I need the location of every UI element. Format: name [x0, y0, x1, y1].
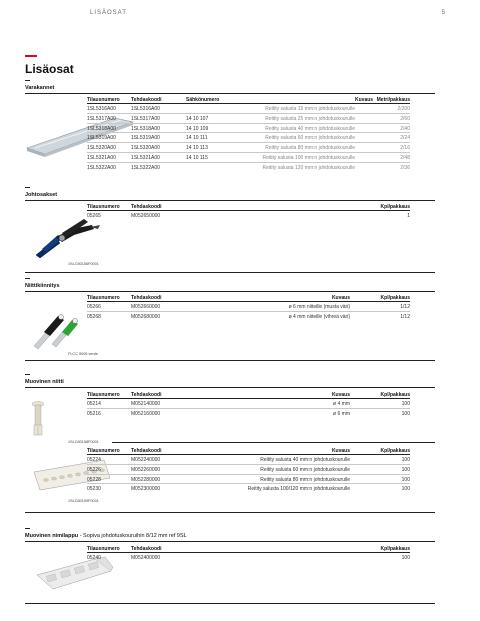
wire-cutter-image — [32, 215, 102, 260]
col-header: Metri/pakkaus — [376, 97, 410, 103]
cell-factory-code: M052280000 — [131, 476, 161, 483]
cell-factory-code: M052240000 — [131, 457, 161, 463]
cell-order-number: 05230 — [87, 486, 101, 493]
table-row — [87, 143, 410, 153]
cell-quantity: 100 — [401, 401, 410, 407]
cell-quantity: 2/16 — [400, 145, 410, 152]
section-johtosakset — [25, 187, 435, 201]
table-row — [87, 465, 410, 475]
col-header: Tilausnumero — [87, 546, 120, 552]
cell-order-number: 05214 — [87, 401, 101, 407]
cell-order-number: 05228 — [87, 476, 101, 483]
cell-quantity: 100 — [401, 457, 410, 463]
cell-electric-number: 14 10 115 — [186, 154, 208, 161]
cell-order-number: 1SL5322A00 — [87, 164, 116, 171]
cell-quantity: 100 — [401, 466, 410, 473]
section-title — [25, 533, 435, 541]
col-header: Kpl/pakkaus — [380, 448, 410, 454]
section-rule — [25, 93, 435, 94]
table-row — [87, 553, 410, 563]
section-rule — [25, 387, 435, 388]
cell-order-number: 05265 — [87, 213, 101, 219]
cell-order-number: 1SL5316A00 — [87, 106, 116, 112]
col-header: Tilausnumero — [87, 204, 120, 210]
cell-order-number: 1SL5321A00 — [87, 154, 116, 161]
section-dash — [25, 80, 30, 81]
cell-electric-number: 14 10 107 — [186, 115, 209, 122]
cell-factory-code: M052140000 — [131, 401, 161, 407]
title-accent-bar — [25, 55, 37, 57]
table-row — [87, 153, 410, 163]
cell-factory-code: 1SL5317A00 — [131, 115, 160, 122]
col-header: Tehdaskoodi — [131, 392, 162, 398]
table-row — [87, 409, 410, 419]
muovinen-niitti-table-1 — [87, 390, 410, 419]
image-caption: 1SLC80158F0001 — [68, 440, 99, 444]
section-bottom-rule — [25, 512, 435, 513]
col-header: Tilausnumero — [87, 97, 120, 103]
cell-description: Reitity salusta 60 mm:n johdotuskourulle — [265, 135, 355, 142]
cell-order-number: 1SL5319A00 — [87, 135, 116, 142]
cell-description: ø 4 mm niiteille (vihreä väri) — [288, 313, 350, 320]
cell-description: Reitity salusta 15 mm:n johdotuskourulle — [265, 106, 355, 112]
running-header-title: LISÄOSAT — [90, 10, 127, 16]
col-header: Tilausnumero — [87, 295, 120, 301]
niittikiinnitys-table — [87, 293, 410, 322]
cell-quantity: 2/24 — [400, 135, 410, 142]
table-row — [87, 475, 410, 485]
cell-quantity: 1/12 — [400, 313, 410, 320]
section-rule — [25, 541, 435, 542]
cell-factory-code: 1SL5322A00 — [131, 164, 160, 171]
cell-quantity: 100 — [401, 486, 410, 493]
cell-order-number: 05226 — [87, 466, 101, 473]
table-header — [87, 390, 410, 399]
section-dash — [25, 187, 30, 188]
section-title-text: Muovinen nimilappu — [25, 533, 79, 539]
section-title: Niittikiinnitys — [25, 283, 60, 289]
cell-electric-number: 14 10 111 — [186, 135, 208, 142]
section-muovinen-nimilappu — [25, 528, 435, 542]
cell-quantity: 2/40 — [400, 125, 410, 132]
cell-description: ø 6 mm niiteille (musta väri) — [288, 304, 350, 310]
cell-order-number: 05216 — [87, 410, 101, 417]
cell-factory-code: 1SL5321A00 — [131, 154, 160, 161]
section-title: Varakannet — [25, 85, 55, 91]
section-title: Muovinen niitti — [25, 379, 64, 385]
table-row — [87, 104, 410, 114]
cell-quantity: 1 — [407, 213, 410, 219]
section-bottom-rule — [25, 603, 435, 604]
cell-quantity: 100 — [401, 410, 410, 417]
table-row — [87, 124, 410, 134]
table-header — [87, 95, 410, 104]
cell-factory-code: M052660000 — [131, 304, 161, 310]
section-dash — [25, 528, 30, 529]
cell-order-number: 1SL5320A00 — [87, 145, 116, 152]
section-dash — [25, 374, 30, 375]
cell-factory-code: M052300000 — [131, 486, 161, 493]
col-header: Tehdaskoodi — [131, 204, 162, 210]
johtosakset-table — [87, 202, 410, 221]
cell-quantity: 2/60 — [400, 115, 410, 122]
section-rule — [25, 200, 435, 201]
page-title: Lisäosat — [25, 62, 74, 76]
table-row — [87, 163, 410, 173]
section-varakannet — [25, 80, 435, 94]
page-header — [0, 10, 480, 22]
col-header: Kuvaus — [331, 448, 350, 454]
section-title: Johtosakset — [25, 192, 58, 198]
cell-description: Reitity salusta 25 mm:n johdotuskourulle — [265, 115, 355, 122]
cell-description: ø 4 mm — [333, 401, 350, 407]
col-header: Tehdaskoodi — [131, 546, 162, 552]
cell-factory-code: 1SL5316A00 — [131, 106, 160, 112]
table-header — [87, 544, 410, 553]
col-header: Sähkönumero — [186, 97, 220, 103]
cell-description: Reitity salusta 40 mm:n johdotuskourulle — [260, 457, 350, 463]
col-header: Kuvaus — [355, 97, 374, 103]
table-row — [87, 211, 410, 221]
plastic-rivet-image — [30, 400, 46, 438]
cell-order-number: 1SL5318A00 — [87, 125, 116, 132]
cell-electric-number: 14 10 109 — [186, 125, 209, 132]
page-number: 5 — [441, 10, 445, 16]
subtable-rule — [112, 442, 435, 443]
section-subtitle: - Sopiva johdotuskouruihin 8/12 mm ref 9SL — [78, 533, 187, 539]
col-header: Tilausnumero — [87, 448, 120, 454]
section-niittikiinnitys — [25, 278, 435, 292]
cell-description: Reitity salusta 40 mm:n johdotuskourulle — [265, 125, 355, 132]
cell-electric-number: 14 10 113 — [186, 145, 208, 152]
table-header — [87, 446, 410, 455]
cell-description: Reitity salusta 80 mm:n johdotuskourulle — [260, 476, 350, 483]
image-caption: 1SLC80156F0001 — [68, 262, 99, 266]
cell-quantity: 100 — [401, 555, 410, 561]
table-row — [87, 114, 410, 124]
cell-factory-code: M052400000 — [131, 555, 161, 561]
col-header: Tehdaskoodi — [131, 448, 162, 454]
table-row — [87, 302, 410, 312]
image-caption: FLCC 9009 verde — [68, 352, 98, 356]
col-header: Kpl/pakkaus — [380, 295, 410, 301]
cell-quantity: 2/48 — [400, 154, 410, 161]
cell-quantity: 100 — [401, 476, 410, 483]
cell-order-number: 05224 — [87, 457, 101, 463]
col-header: Kpl/pakkaus — [380, 392, 410, 398]
section-bottom-rule — [25, 360, 435, 361]
cell-order-number: 05268 — [87, 313, 101, 320]
cell-order-number: 1SL5317A00 — [87, 115, 116, 122]
cell-quantity: 1/12 — [400, 304, 410, 310]
cell-factory-code: M052260000 — [131, 466, 161, 473]
cell-factory-code: M052680000 — [131, 313, 161, 320]
cell-order-number: 05240 — [87, 555, 101, 561]
cell-factory-code: 1SL5319A00 — [131, 135, 160, 142]
section-dash — [25, 278, 30, 279]
cell-quantity: 2/200 — [397, 106, 410, 112]
varakannet-table — [87, 95, 410, 173]
section-bottom-rule — [25, 272, 435, 273]
table-header — [87, 293, 410, 302]
cell-description: Reitity salusta 100 mm:n johdotuskourulle — [262, 154, 355, 161]
col-header: Kpl/pakkaus — [380, 204, 410, 210]
col-header: Kpl/pakkaus — [380, 546, 410, 552]
cell-description: Reitity salusta 80 mm:n johdotuskourulle — [265, 145, 355, 152]
col-header: Kuvaus — [331, 295, 350, 301]
cell-description: Reitity salusta 100/120 mm:n johdotuskourulle — [247, 486, 350, 493]
section-rule — [25, 291, 435, 292]
image-caption: 1SLC80159F0001 — [68, 499, 99, 503]
section-muovinen-niitti — [25, 374, 435, 388]
rivet-tool-image — [30, 308, 80, 350]
table-header — [87, 202, 410, 211]
cell-factory-code: M052160000 — [131, 410, 161, 417]
cell-order-number: 05266 — [87, 304, 101, 310]
col-header: Kuvaus — [331, 392, 350, 398]
cell-factory-code: 1SL5320A00 — [131, 145, 160, 152]
cell-description: Reitity salusta 60 mm:n johdotuskourulle — [260, 466, 350, 473]
cell-factory-code: 1SL5318A00 — [131, 125, 160, 132]
cell-description: Reitity salusta 120 mm:n johdotuskourulle — [262, 164, 355, 171]
col-header: Tehdaskoodi — [131, 97, 162, 103]
col-header: Tehdaskoodi — [131, 295, 162, 301]
table-row — [87, 312, 410, 322]
col-header: Tilausnumero — [87, 392, 120, 398]
table-row — [87, 455, 410, 465]
table-row — [87, 484, 410, 494]
cell-description: ø 6 mm — [333, 410, 350, 417]
nimilappu-table — [87, 544, 410, 563]
muovinen-niitti-table-2 — [87, 446, 410, 494]
table-row — [87, 133, 410, 143]
cell-factory-code: M052650000 — [131, 213, 161, 219]
table-row — [87, 399, 410, 409]
cell-quantity: 2/36 — [400, 164, 410, 171]
